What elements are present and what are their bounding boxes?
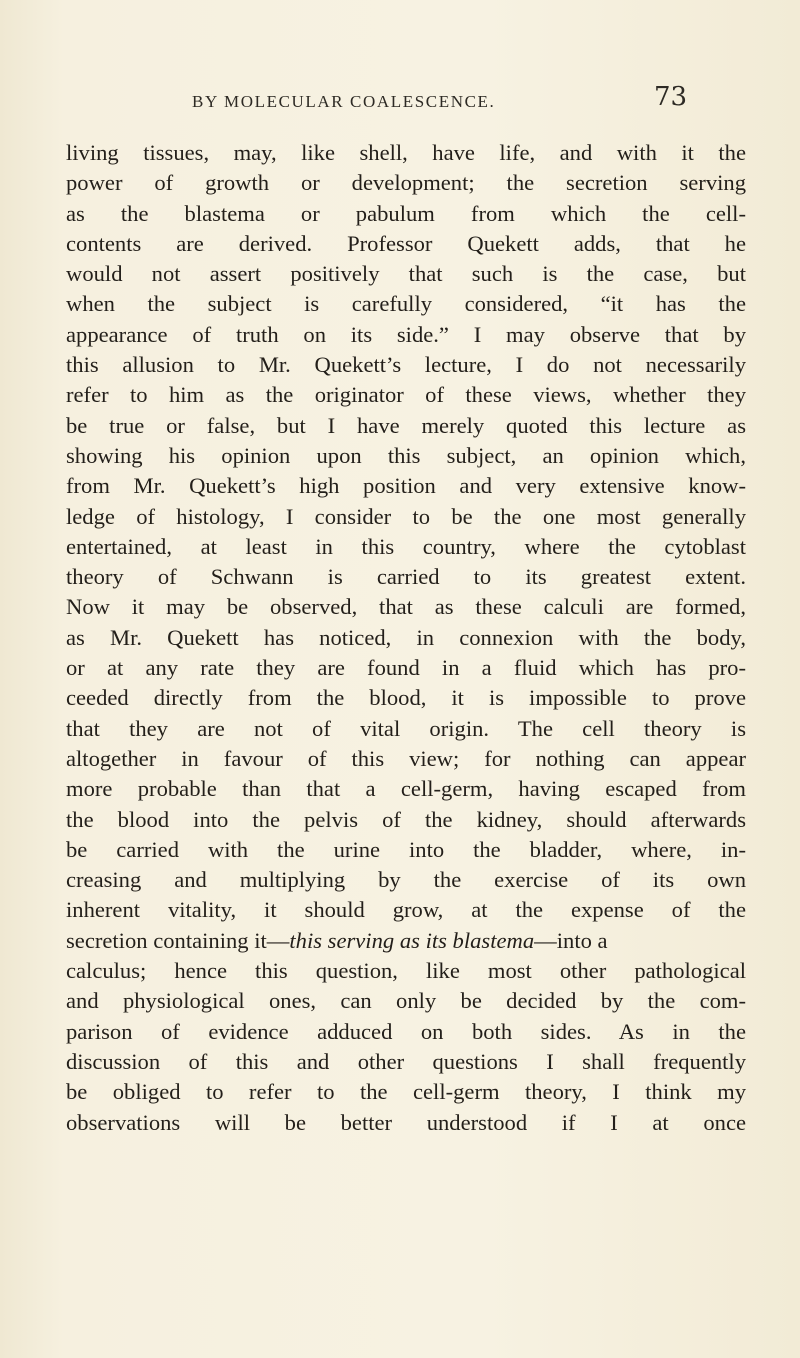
text-line: inherent vitality, it should grow, at the expense of the (66, 897, 746, 923)
page-header (0, 82, 800, 118)
page-number: 73 (654, 82, 688, 112)
text-line: creasing and multiplying by the exercise of its own (66, 867, 746, 893)
text-line: power of growth or development; the secretion serving (66, 170, 746, 196)
running-head: BY MOLECULAR COALESCENCE. (192, 92, 496, 111)
text-line: Now it may be observed, that as these calculi are formed, (66, 594, 746, 620)
text-line: as the blastema or pabulum from which the cell- (66, 200, 746, 226)
text-line: observations will be better understood if I at once (66, 1109, 746, 1135)
italic-phrase: this serving as its blastema (289, 927, 535, 953)
body-text (66, 138, 746, 1138)
text-line: living tissues, may, like shell, have life, and with it the (66, 140, 746, 165)
text-line: be true or false, but I have merely quoted this lecture as (66, 412, 746, 438)
text-line: ledge of histology, I consider to be the one most generally (66, 503, 746, 529)
text-line: appearance of truth on its side.” I may observe that by (66, 321, 746, 347)
text-line: be obliged to refer to the cell-germ theory, I think my (66, 1079, 746, 1105)
text-line: calculus; hence this question, like most other pathological (66, 958, 746, 984)
text-line: that they are not of vital origin. The cell theory is (66, 715, 746, 741)
text-line: discussion of this and other questions I shall frequently (66, 1048, 746, 1074)
text-line-with-italic (66, 926, 746, 956)
text-line: parison of evidence adduced on both sides. As in the (66, 1018, 746, 1044)
text-line: altogether in favour of this view; for nothing can appear (66, 745, 746, 771)
text-line: or at any rate they are found in a fluid which has pro- (66, 655, 746, 681)
text-line: would not assert positively that such is the case, but (66, 261, 746, 287)
line-segment: secretion containing it— (66, 927, 290, 953)
line-segment: —into a (534, 927, 608, 953)
text-line: ceeded directly from the blood, it is impossible to prove (66, 685, 746, 711)
text-line: when the subject is carefully considered, “it has the (66, 291, 746, 317)
text-line: contents are derived. Professor Quekett adds, that he (66, 230, 746, 256)
text-line: refer to him as the originator of these views, whether they (66, 382, 746, 408)
text-line: showing his opinion upon this subject, an opinion which, (66, 442, 746, 468)
text-line: from Mr. Quekett’s high position and very extensive know- (66, 473, 746, 499)
text-line: the blood into the pelvis of the kidney, should afterwards (66, 806, 746, 832)
text-line: more probable than that a cell-germ, having escaped from (66, 776, 746, 802)
text-line: theory of Schwann is carried to its greatest extent. (66, 564, 746, 590)
text-line: as Mr. Quekett has noticed, in connexion with the body, (66, 624, 746, 650)
text-line: entertained, at least in this country, where the cytoblast (66, 533, 746, 559)
text-line: this allusion to Mr. Quekett’s lecture, I do not necessarily (66, 352, 746, 378)
text-line: and physiological ones, can only be decided by the com- (66, 988, 746, 1014)
text-line: be carried with the urine into the bladder, where, in- (66, 836, 746, 862)
